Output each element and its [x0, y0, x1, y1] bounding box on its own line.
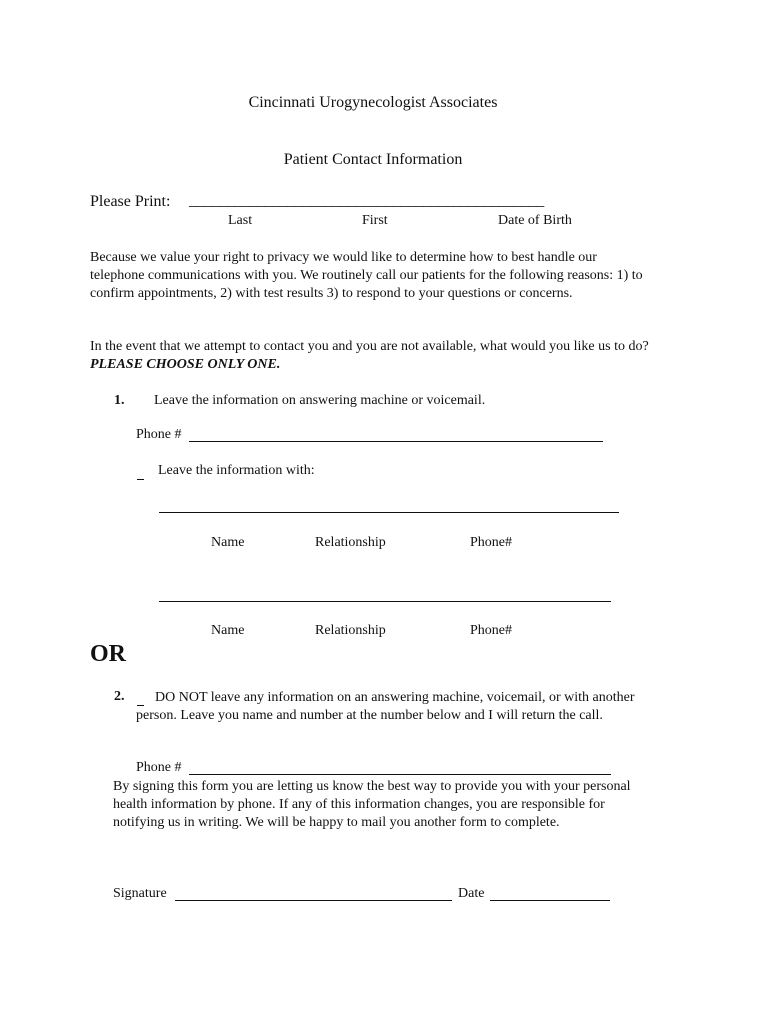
option-1-phone-field[interactable] — [189, 441, 603, 442]
contact-question — [90, 338, 665, 374]
contact-1-field[interactable] — [159, 512, 619, 513]
contact-1-name-caption: Name — [211, 535, 245, 550]
please-print-label: Please Print: — [90, 193, 171, 210]
or-label: OR — [90, 641, 126, 667]
org-name: Cincinnati Urogynecologist Associates — [248, 94, 498, 111]
option-2-phone-label: Phone # — [136, 760, 182, 775]
option-1-phone-label: Phone # — [136, 427, 182, 442]
choose-one-emphasis: PLEASE CHOOSE ONLY ONE. — [90, 357, 281, 372]
privacy-paragraph: Because we value your right to privacy we would like to determine how to best handle our telephone communications with you. We routinely call our patients for the following reasons: 1) to confirm appointments, 2) with test results 3) to respond to your questions or concerns. — [90, 250, 643, 301]
last-name-caption: Last — [228, 213, 253, 228]
contact-1-relationship-caption: Relationship — [315, 535, 386, 550]
date-label: Date — [458, 886, 485, 901]
leave-with-text: Leave the information with: — [158, 463, 315, 478]
first-name-caption: First — [362, 213, 388, 228]
contact-2-field[interactable] — [159, 601, 611, 602]
contact-2-relationship-caption: Relationship — [315, 623, 386, 638]
dob-caption: Date of Birth — [498, 213, 572, 228]
contact-2-name-caption: Name — [211, 623, 245, 638]
closing-paragraph: By signing this form you are letting us know the best way to provide you with your personal health information by phone. If any of this information changes, you are responsible for notifying us in writing. We will be happy to mail you another form to complete. — [113, 779, 631, 830]
option-1-text: Leave the information on answering machine or voicemail. — [154, 393, 486, 408]
form-title: Patient Contact Information — [283, 151, 463, 168]
contact-question-text: In the event that we attempt to contact you and you are not available, what would you like us to do? — [90, 339, 649, 354]
leave-with-checkbox[interactable] — [137, 470, 144, 488]
name-dob-blank[interactable]: _______________________________________________ — [189, 192, 544, 209]
signature-field[interactable] — [175, 900, 452, 901]
option-1-number: 1. — [114, 393, 125, 408]
signature-label: Signature — [113, 886, 167, 901]
option-2-phone-field[interactable] — [189, 774, 611, 775]
contact-2-phone-caption: Phone# — [470, 623, 512, 638]
contact-1-phone-caption: Phone# — [470, 535, 512, 550]
date-field[interactable] — [490, 900, 610, 901]
option-2-number: 2. — [114, 689, 125, 704]
option-2-text: DO NOT leave any information on an answering machine, voicemail, or with another person. Leave you name and number at the number below and I will return the call. — [136, 690, 635, 723]
